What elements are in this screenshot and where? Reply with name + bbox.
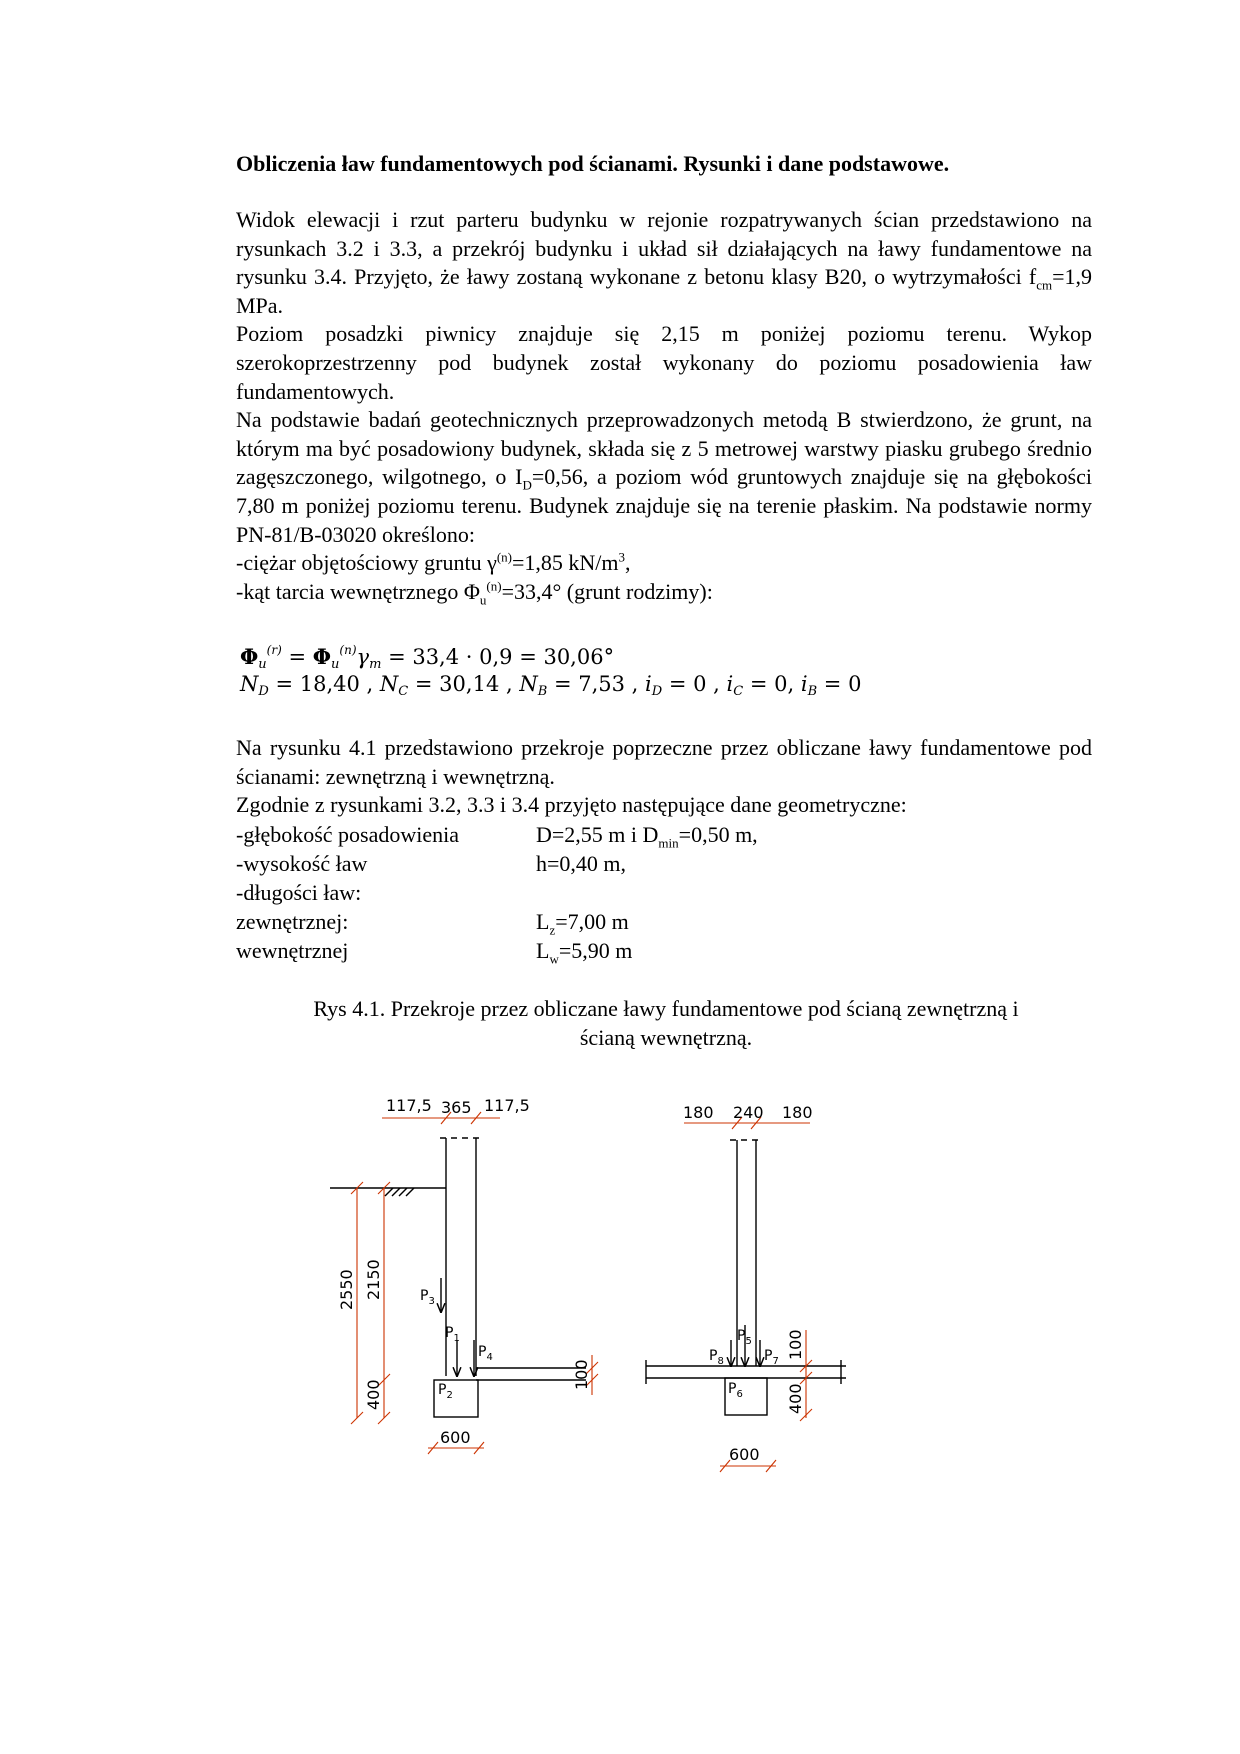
paragraph-sections: Na rysunku 4.1 przedstawiono przekroje poprzeczne przez obliczane ławy fundamentowe pod ścianami: zewnętrzną i wewnętrzną. (236, 735, 1092, 789)
load-label-p4: $P_4$ (478, 1344, 493, 1363)
bullet-friction-angle: -kąt tarcia wewnętrznego $\Phi_u^{(n)}=33,4^\circ$ (grunt rodzimy): (236, 578, 713, 608)
bullet-unit-weight: -ciężar objętościowy gruntu $\gamma^{(n)}=1,85$ $kN/m^3$, (236, 549, 631, 576)
paragraph-floor-level: Poziom posadzki piwnicy znajduje się 2,15 m poniżej poziomu terenu. Wykop szerokoprzestrzenny pod budynek został wykonany do poziomu posadowienia ław fundamentowych. (236, 321, 1092, 404)
section-internal-wall (646, 1140, 846, 1415)
document-title: Obliczenia ław fundamentowych pod ścianami. Rysunki i dane podstawowe. (236, 151, 950, 176)
load-label-p8: $P_8$ (709, 1348, 724, 1367)
load-label-p2: $P_2$ (438, 1382, 453, 1401)
formula-friction-angle: $\Phi u^{(r)} = \Phi u^{(n)}\gamma m = 33,4 \cdot 0,9 = 30,06^\circ$ (240, 643, 615, 672)
load-label-p6: $P_6$ (728, 1381, 743, 1400)
paragraph-soil-survey: Na podstawie badań geotechnicznych przeprowadzonych metodą B stwierdzono, że grunt, na którym ma być posadowiony budynek, składa się z 5 metrowej warstwy piasku grubego średnio zagęszczonego, wilgotnego, o $I_D=0,56$, a poziom wód gruntowych znajduje się na głębokości 7,80 m poniżej poziomu terenu. Budynek znajduje się na terenie płaskim. Na podstawie normy PN-81/B-03020 określono: (236, 407, 1092, 547)
dim-label: 400 (364, 1379, 383, 1410)
geometry-row: -głębokość posadowienia D=2,55 m i $D_{min}=0,50$ m, (236, 822, 758, 851)
geometry-row: wewnętrznej $L_w=5,90$ m (236, 938, 633, 967)
dim-label: 400 (786, 1383, 805, 1414)
dim-label: 100 (786, 1329, 805, 1360)
dim-label: 240 (733, 1103, 764, 1122)
load-label-p7: $P_7$ (764, 1348, 779, 1367)
dim-label: 117,5 (484, 1096, 530, 1115)
dim-label: 180 (782, 1103, 813, 1122)
dim-label: 600 (729, 1445, 760, 1464)
load-label-p3: $P_3$ (420, 1288, 435, 1307)
load-label-p5: $P_5$ (737, 1328, 752, 1347)
paragraph-geometry-intro: Zgodnie z rysunkami 3.2, 3.3 i 3.4 przyjęto następujące dane geometryczne: (236, 792, 907, 818)
load-label-p1: $P_1$ (445, 1325, 460, 1344)
paragraph-intro: Widok elewacji i rzut parteru budynku w rejonie rozpatrywanych ścian przedstawiono na rysunkach 3.2 i 3.3, a przekrój budynku i układ sił działających na ławy fundamentowe na rysunku 3.4. Przyjęto, że ławy zostaną wykonane z betonu klasy B20, o wytrzymałości $f_{cm}=1,9$ MPa. (236, 207, 1092, 318)
ground-hatch (385, 1188, 414, 1196)
dim-label: 117,5 (386, 1096, 432, 1115)
formula-bearing-factors: ND = 18,40 , NC = 30,14 , NB = 7,53 , iD = 0 , iC = 0, iB = 0 (240, 672, 862, 699)
dim-label: 100 (572, 1359, 591, 1390)
geometry-row: -długości ław: (236, 880, 362, 905)
geometry-row: zewnętrznej: $L_z=7,00$ m (236, 909, 629, 938)
labels-external-wall (337, 1096, 591, 1447)
geometry-row: -wysokość ław h=0,40 m, (236, 851, 627, 876)
labels-internal-wall (683, 1103, 813, 1464)
dimensions-internal-wall (684, 1117, 812, 1472)
dim-label: 2150 (364, 1259, 383, 1300)
dim-label: 2550 (337, 1269, 356, 1310)
dim-label: 600 (440, 1428, 471, 1447)
figure-caption: Rys 4.1. Przekroje przez obliczane ławy fundamentowe pod ścianą zewnętrzną i ścianą wewnętrzną. (313, 996, 1019, 1050)
dim-label: 180 (683, 1103, 714, 1122)
dim-label: 365 (441, 1098, 472, 1117)
dimensions-external-wall (351, 1112, 598, 1454)
